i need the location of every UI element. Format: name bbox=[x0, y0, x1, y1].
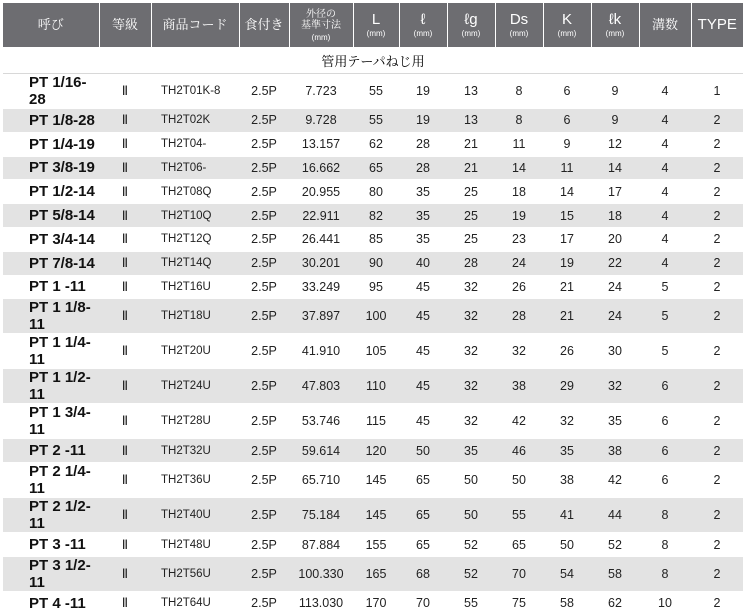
cell-l: 65 bbox=[399, 463, 447, 498]
cell-lg: 21 bbox=[447, 156, 495, 180]
cell-l: 40 bbox=[399, 251, 447, 275]
cell-K: 17 bbox=[543, 227, 591, 251]
cell-bite: 2.5P bbox=[239, 204, 289, 228]
cell-diameter: 22.911 bbox=[289, 204, 353, 228]
cell-diameter: 30.201 bbox=[289, 251, 353, 275]
cell-type: 2 bbox=[691, 109, 743, 133]
table-row bbox=[3, 227, 743, 251]
cell-Ds: 23 bbox=[495, 227, 543, 251]
cell-code: TH2T48U bbox=[151, 533, 239, 557]
table-row bbox=[3, 275, 743, 299]
header-flutes: 溝数 bbox=[639, 3, 691, 47]
cell-flutes: 6 bbox=[639, 404, 691, 439]
cell-flutes: 5 bbox=[639, 334, 691, 369]
cell-L: 85 bbox=[353, 227, 399, 251]
header-K: K (mm) bbox=[543, 3, 591, 47]
cell-bite: 2.5P bbox=[239, 463, 289, 498]
cell-flutes: 6 bbox=[639, 369, 691, 404]
cell-l: 65 bbox=[399, 533, 447, 557]
cell-flutes: 8 bbox=[639, 498, 691, 533]
cell-Ds: 14 bbox=[495, 156, 543, 180]
table-row bbox=[3, 299, 743, 334]
table-row bbox=[3, 109, 743, 133]
cell-flutes: 8 bbox=[639, 533, 691, 557]
header-diameter: 外径の 基準寸法 (mm) bbox=[289, 3, 353, 47]
cell-diameter: 13.157 bbox=[289, 132, 353, 156]
cell-name: PT 2 1/4-11 bbox=[3, 463, 99, 498]
cell-lk: 9 bbox=[591, 74, 639, 109]
cell-bite: 2.5P bbox=[239, 369, 289, 404]
table-row bbox=[3, 556, 743, 591]
cell-bite: 2.5P bbox=[239, 556, 289, 591]
cell-diameter: 65.710 bbox=[289, 463, 353, 498]
cell-L: 155 bbox=[353, 533, 399, 557]
cell-lk: 18 bbox=[591, 204, 639, 228]
cell-lg: 25 bbox=[447, 180, 495, 204]
cell-flutes: 4 bbox=[639, 204, 691, 228]
table-row bbox=[3, 498, 743, 533]
cell-grade: Ⅱ bbox=[99, 369, 151, 404]
cell-Ds: 32 bbox=[495, 334, 543, 369]
cell-grade: Ⅱ bbox=[99, 109, 151, 133]
cell-K: 15 bbox=[543, 204, 591, 228]
cell-name: PT 1 3/4-11 bbox=[3, 404, 99, 439]
cell-lg: 50 bbox=[447, 463, 495, 498]
cell-diameter: 53.746 bbox=[289, 404, 353, 439]
cell-lk: 9 bbox=[591, 109, 639, 133]
header-grade: 等級 bbox=[99, 3, 151, 47]
cell-type: 1 bbox=[691, 74, 743, 109]
cell-lk: 52 bbox=[591, 533, 639, 557]
cell-L: 110 bbox=[353, 369, 399, 404]
cell-lg: 21 bbox=[447, 132, 495, 156]
cell-diameter: 16.662 bbox=[289, 156, 353, 180]
cell-grade: Ⅱ bbox=[99, 533, 151, 557]
cell-l: 45 bbox=[399, 275, 447, 299]
cell-diameter: 75.184 bbox=[289, 498, 353, 533]
cell-lk: 24 bbox=[591, 275, 639, 299]
cell-bite: 2.5P bbox=[239, 109, 289, 133]
cell-grade: Ⅱ bbox=[99, 156, 151, 180]
cell-lg: 25 bbox=[447, 227, 495, 251]
cell-type: 2 bbox=[691, 498, 743, 533]
cell-L: 62 bbox=[353, 132, 399, 156]
table-row bbox=[3, 204, 743, 228]
cell-grade: Ⅱ bbox=[99, 180, 151, 204]
header-Ds: Ds (mm) bbox=[495, 3, 543, 47]
cell-bite: 2.5P bbox=[239, 299, 289, 334]
cell-code: TH2T56U bbox=[151, 556, 239, 591]
cell-lg: 52 bbox=[447, 533, 495, 557]
cell-code: TH2T16U bbox=[151, 275, 239, 299]
cell-diameter: 37.897 bbox=[289, 299, 353, 334]
cell-lk: 44 bbox=[591, 498, 639, 533]
cell-code: TH2T14Q bbox=[151, 251, 239, 275]
cell-bite: 2.5P bbox=[239, 132, 289, 156]
header-bite: 食付き bbox=[239, 3, 289, 47]
cell-diameter: 26.441 bbox=[289, 227, 353, 251]
cell-code: TH2T24U bbox=[151, 369, 239, 404]
cell-K: 11 bbox=[543, 156, 591, 180]
section-row bbox=[3, 47, 743, 74]
cell-lg: 32 bbox=[447, 404, 495, 439]
cell-l: 35 bbox=[399, 180, 447, 204]
cell-lg: 35 bbox=[447, 439, 495, 463]
cell-l: 45 bbox=[399, 299, 447, 334]
cell-grade: Ⅱ bbox=[99, 299, 151, 334]
cell-L: 90 bbox=[353, 251, 399, 275]
table-body bbox=[3, 74, 743, 616]
cell-flutes: 4 bbox=[639, 132, 691, 156]
cell-flutes: 5 bbox=[639, 299, 691, 334]
cell-name: PT 1/8-28 bbox=[3, 109, 99, 133]
cell-l: 19 bbox=[399, 74, 447, 109]
cell-Ds: 50 bbox=[495, 463, 543, 498]
cell-name: PT 3/4-14 bbox=[3, 227, 99, 251]
cell-l: 70 bbox=[399, 591, 447, 615]
cell-bite: 2.5P bbox=[239, 439, 289, 463]
cell-code: TH2T28U bbox=[151, 404, 239, 439]
cell-grade: Ⅱ bbox=[99, 132, 151, 156]
cell-code: TH2T12Q bbox=[151, 227, 239, 251]
cell-K: 6 bbox=[543, 109, 591, 133]
header-lg: ℓg (mm) bbox=[447, 3, 495, 47]
cell-l: 65 bbox=[399, 498, 447, 533]
cell-code: TH2T18U bbox=[151, 299, 239, 334]
cell-lk: 62 bbox=[591, 591, 639, 615]
cell-l: 45 bbox=[399, 334, 447, 369]
cell-lg: 50 bbox=[447, 498, 495, 533]
cell-lg: 52 bbox=[447, 556, 495, 591]
header-name: 呼び bbox=[3, 3, 99, 47]
cell-L: 120 bbox=[353, 439, 399, 463]
table-row bbox=[3, 180, 743, 204]
cell-K: 14 bbox=[543, 180, 591, 204]
cell-Ds: 19 bbox=[495, 204, 543, 228]
cell-lk: 24 bbox=[591, 299, 639, 334]
cell-grade: Ⅱ bbox=[99, 439, 151, 463]
cell-bite: 2.5P bbox=[239, 156, 289, 180]
cell-diameter: 33.249 bbox=[289, 275, 353, 299]
table-row bbox=[3, 369, 743, 404]
cell-l: 50 bbox=[399, 439, 447, 463]
cell-name: PT 1 1/2-11 bbox=[3, 369, 99, 404]
cell-K: 38 bbox=[543, 463, 591, 498]
cell-type: 2 bbox=[691, 251, 743, 275]
cell-flutes: 8 bbox=[639, 556, 691, 591]
cell-grade: Ⅱ bbox=[99, 227, 151, 251]
cell-diameter: 41.910 bbox=[289, 334, 353, 369]
cell-bite: 2.5P bbox=[239, 275, 289, 299]
cell-L: 80 bbox=[353, 180, 399, 204]
cell-type: 2 bbox=[691, 463, 743, 498]
cell-code: TH2T01K-8 bbox=[151, 74, 239, 109]
cell-Ds: 55 bbox=[495, 498, 543, 533]
cell-code: TH2T06- bbox=[151, 156, 239, 180]
cell-name: PT 1/16-28 bbox=[3, 74, 99, 109]
cell-flutes: 6 bbox=[639, 463, 691, 498]
cell-grade: Ⅱ bbox=[99, 498, 151, 533]
cell-grade: Ⅱ bbox=[99, 204, 151, 228]
cell-L: 115 bbox=[353, 404, 399, 439]
cell-type: 2 bbox=[691, 275, 743, 299]
cell-diameter: 100.330 bbox=[289, 556, 353, 591]
header-l: ℓ (mm) bbox=[399, 3, 447, 47]
cell-K: 54 bbox=[543, 556, 591, 591]
cell-code: TH2T40U bbox=[151, 498, 239, 533]
cell-Ds: 28 bbox=[495, 299, 543, 334]
cell-lk: 20 bbox=[591, 227, 639, 251]
cell-Ds: 70 bbox=[495, 556, 543, 591]
cell-Ds: 65 bbox=[495, 533, 543, 557]
cell-L: 170 bbox=[353, 591, 399, 615]
cell-L: 145 bbox=[353, 498, 399, 533]
cell-lg: 13 bbox=[447, 109, 495, 133]
cell-K: 32 bbox=[543, 404, 591, 439]
cell-bite: 2.5P bbox=[239, 533, 289, 557]
cell-flutes: 4 bbox=[639, 74, 691, 109]
table-row bbox=[3, 439, 743, 463]
cell-lk: 42 bbox=[591, 463, 639, 498]
table-row bbox=[3, 251, 743, 275]
cell-L: 55 bbox=[353, 74, 399, 109]
cell-L: 55 bbox=[353, 109, 399, 133]
table-row bbox=[3, 591, 743, 615]
cell-code: TH2T20U bbox=[151, 334, 239, 369]
cell-name: PT 1 1/8-11 bbox=[3, 299, 99, 334]
cell-grade: Ⅱ bbox=[99, 275, 151, 299]
cell-code: TH2T08Q bbox=[151, 180, 239, 204]
header-code: 商品コード bbox=[151, 3, 239, 47]
cell-code: TH2T10Q bbox=[151, 204, 239, 228]
cell-Ds: 75 bbox=[495, 591, 543, 615]
table-row bbox=[3, 533, 743, 557]
cell-name: PT 3 1/2-11 bbox=[3, 556, 99, 591]
cell-K: 26 bbox=[543, 334, 591, 369]
cell-K: 35 bbox=[543, 439, 591, 463]
cell-type: 2 bbox=[691, 439, 743, 463]
cell-diameter: 59.614 bbox=[289, 439, 353, 463]
cell-name: PT 7/8-14 bbox=[3, 251, 99, 275]
cell-type: 2 bbox=[691, 556, 743, 591]
cell-L: 105 bbox=[353, 334, 399, 369]
cell-lg: 25 bbox=[447, 204, 495, 228]
table-row bbox=[3, 74, 743, 109]
cell-name: PT 2 1/2-11 bbox=[3, 498, 99, 533]
cell-diameter: 87.884 bbox=[289, 533, 353, 557]
cell-lg: 28 bbox=[447, 251, 495, 275]
cell-code: TH2T64U bbox=[151, 591, 239, 615]
cell-K: 9 bbox=[543, 132, 591, 156]
cell-grade: Ⅱ bbox=[99, 74, 151, 109]
cell-name: PT 3/8-19 bbox=[3, 156, 99, 180]
cell-l: 45 bbox=[399, 404, 447, 439]
cell-grade: Ⅱ bbox=[99, 404, 151, 439]
cell-type: 2 bbox=[691, 334, 743, 369]
header-L: L (mm) bbox=[353, 3, 399, 47]
cell-grade: Ⅱ bbox=[99, 591, 151, 615]
header-lk: ℓk (mm) bbox=[591, 3, 639, 47]
cell-l: 68 bbox=[399, 556, 447, 591]
cell-bite: 2.5P bbox=[239, 591, 289, 615]
cell-l: 45 bbox=[399, 369, 447, 404]
cell-L: 165 bbox=[353, 556, 399, 591]
cell-flutes: 4 bbox=[639, 180, 691, 204]
cell-type: 2 bbox=[691, 591, 743, 615]
table-row bbox=[3, 156, 743, 180]
cell-name: PT 2 -11 bbox=[3, 439, 99, 463]
cell-diameter: 9.728 bbox=[289, 109, 353, 133]
cell-lk: 35 bbox=[591, 404, 639, 439]
cell-L: 95 bbox=[353, 275, 399, 299]
cell-type: 2 bbox=[691, 404, 743, 439]
cell-lk: 14 bbox=[591, 156, 639, 180]
cell-type: 2 bbox=[691, 299, 743, 334]
cell-flutes: 4 bbox=[639, 109, 691, 133]
cell-bite: 2.5P bbox=[239, 334, 289, 369]
cell-grade: Ⅱ bbox=[99, 463, 151, 498]
cell-lg: 32 bbox=[447, 369, 495, 404]
cell-flutes: 10 bbox=[639, 591, 691, 615]
cell-code: TH2T04- bbox=[151, 132, 239, 156]
cell-name: PT 1/2-14 bbox=[3, 180, 99, 204]
cell-Ds: 8 bbox=[495, 109, 543, 133]
cell-lk: 17 bbox=[591, 180, 639, 204]
cell-K: 6 bbox=[543, 74, 591, 109]
cell-diameter: 47.803 bbox=[289, 369, 353, 404]
section-label: 管用テーパねじ用 bbox=[3, 47, 743, 74]
cell-diameter: 113.030 bbox=[289, 591, 353, 615]
cell-grade: Ⅱ bbox=[99, 556, 151, 591]
header-row bbox=[3, 3, 743, 47]
cell-L: 100 bbox=[353, 299, 399, 334]
cell-l: 28 bbox=[399, 156, 447, 180]
cell-Ds: 24 bbox=[495, 251, 543, 275]
cell-flutes: 6 bbox=[639, 439, 691, 463]
header-type: TYPE bbox=[691, 3, 743, 47]
cell-L: 65 bbox=[353, 156, 399, 180]
cell-bite: 2.5P bbox=[239, 180, 289, 204]
cell-lg: 32 bbox=[447, 334, 495, 369]
cell-type: 2 bbox=[691, 227, 743, 251]
cell-bite: 2.5P bbox=[239, 227, 289, 251]
cell-Ds: 38 bbox=[495, 369, 543, 404]
cell-code: TH2T36U bbox=[151, 463, 239, 498]
cell-flutes: 4 bbox=[639, 251, 691, 275]
cell-bite: 2.5P bbox=[239, 498, 289, 533]
cell-name: PT 1/4-19 bbox=[3, 132, 99, 156]
cell-l: 35 bbox=[399, 227, 447, 251]
cell-K: 58 bbox=[543, 591, 591, 615]
cell-flutes: 4 bbox=[639, 227, 691, 251]
cell-code: TH2T32U bbox=[151, 439, 239, 463]
cell-lk: 12 bbox=[591, 132, 639, 156]
cell-grade: Ⅱ bbox=[99, 334, 151, 369]
cell-Ds: 18 bbox=[495, 180, 543, 204]
cell-type: 2 bbox=[691, 533, 743, 557]
cell-name: PT 4 -11 bbox=[3, 591, 99, 615]
cell-type: 2 bbox=[691, 156, 743, 180]
cell-type: 2 bbox=[691, 369, 743, 404]
cell-l: 19 bbox=[399, 109, 447, 133]
cell-K: 21 bbox=[543, 299, 591, 334]
table-row bbox=[3, 463, 743, 498]
cell-flutes: 4 bbox=[639, 156, 691, 180]
cell-flutes: 5 bbox=[639, 275, 691, 299]
cell-lk: 30 bbox=[591, 334, 639, 369]
cell-Ds: 26 bbox=[495, 275, 543, 299]
cell-lk: 38 bbox=[591, 439, 639, 463]
cell-l: 35 bbox=[399, 204, 447, 228]
cell-Ds: 42 bbox=[495, 404, 543, 439]
cell-name: PT 3 -11 bbox=[3, 533, 99, 557]
cell-l: 28 bbox=[399, 132, 447, 156]
cell-grade: Ⅱ bbox=[99, 251, 151, 275]
table-row bbox=[3, 404, 743, 439]
cell-type: 2 bbox=[691, 132, 743, 156]
cell-L: 82 bbox=[353, 204, 399, 228]
cell-bite: 2.5P bbox=[239, 251, 289, 275]
cell-lk: 32 bbox=[591, 369, 639, 404]
cell-Ds: 11 bbox=[495, 132, 543, 156]
cell-type: 2 bbox=[691, 204, 743, 228]
cell-diameter: 20.955 bbox=[289, 180, 353, 204]
cell-lk: 22 bbox=[591, 251, 639, 275]
table-row bbox=[3, 132, 743, 156]
cell-bite: 2.5P bbox=[239, 404, 289, 439]
cell-K: 29 bbox=[543, 369, 591, 404]
cell-Ds: 8 bbox=[495, 74, 543, 109]
cell-K: 19 bbox=[543, 251, 591, 275]
cell-name: PT 1 -11 bbox=[3, 275, 99, 299]
cell-lg: 55 bbox=[447, 591, 495, 615]
cell-bite: 2.5P bbox=[239, 74, 289, 109]
cell-Ds: 46 bbox=[495, 439, 543, 463]
cell-lg: 32 bbox=[447, 275, 495, 299]
table-row bbox=[3, 334, 743, 369]
cell-K: 21 bbox=[543, 275, 591, 299]
cell-K: 41 bbox=[543, 498, 591, 533]
cell-lg: 32 bbox=[447, 299, 495, 334]
cell-name: PT 5/8-14 bbox=[3, 204, 99, 228]
cell-name: PT 1 1/4-11 bbox=[3, 334, 99, 369]
cell-L: 145 bbox=[353, 463, 399, 498]
cell-code: TH2T02K bbox=[151, 109, 239, 133]
cell-type: 2 bbox=[691, 180, 743, 204]
cell-lg: 13 bbox=[447, 74, 495, 109]
cell-diameter: 7.723 bbox=[289, 74, 353, 109]
cell-lk: 58 bbox=[591, 556, 639, 591]
spec-table bbox=[3, 3, 743, 616]
cell-K: 50 bbox=[543, 533, 591, 557]
